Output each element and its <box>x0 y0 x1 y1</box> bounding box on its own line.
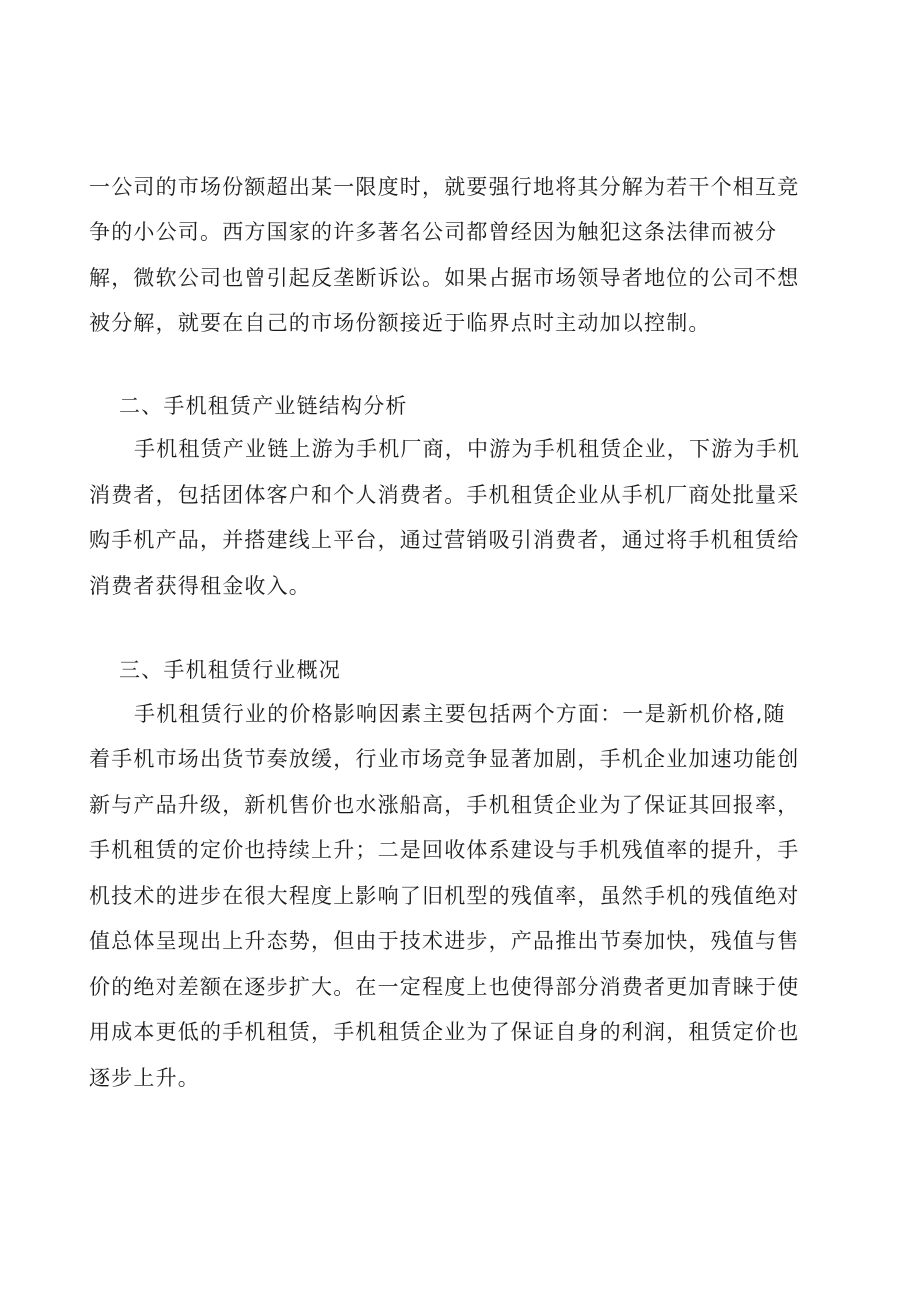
paragraph-3-line-4: 手机租赁的定价也持续上升；二是回收体系建设与手机残值率的提升，手 <box>89 838 800 862</box>
section-heading-2: 二、手机租赁产业链结构分析 <box>119 394 408 418</box>
paragraph-3-line-8: 用成本更低的手机租赁，手机租赁企业为了保证自身的利润，租赁定价也 <box>89 1020 800 1044</box>
section-heading-3: 三、手机租赁行业概况 <box>119 658 341 682</box>
paragraph-3-line-2: 着手机市场出货节奏放缓，行业市场竞争显著加剧，手机企业加速功能创 <box>89 747 800 771</box>
paragraph-1-line-1: 一公司的市场份额超出某一限度时，就要强行地将其分解为若干个相互竞 <box>89 175 800 199</box>
paragraph-2-line-2: 消费者，包括团体客户和个人消费者。手机租赁企业从手机厂商处批量采 <box>89 483 800 507</box>
paragraph-1-line-2: 争的小公司。西方国家的许多著名公司都曾经因为触犯这条法律而被分 <box>89 220 778 244</box>
paragraph-3-line-1: 手机租赁行业的价格影响因素主要包括两个方面：一是新机价格,随 <box>134 702 786 726</box>
paragraph-1-line-3: 解，微软公司也曾引起反垄断诉讼。如果占据市场领导者地位的公司不想 <box>89 266 800 290</box>
paragraph-3-line-9: 逐步上升。 <box>89 1066 200 1090</box>
paragraph-3-line-5: 机技术的进步在很大程度上影响了旧机型的残值率，虽然手机的残值绝对 <box>89 884 800 908</box>
paragraph-3-line-3: 新与产品升级，新机售价也水涨船高，手机租赁企业为了保证其回报率， <box>89 793 800 817</box>
paragraph-2-line-3: 购手机产品，并搭建线上平台，通过营销吸引消费者，通过将手机租赁给 <box>89 528 800 552</box>
paragraph-3-line-7: 价的绝对差额在逐步扩大。在一定程度上也使得部分消费者更加青睐于使 <box>89 975 800 999</box>
paragraph-2-line-4: 消费者获得租金收入。 <box>89 574 311 598</box>
paragraph-2-line-1: 手机租赁产业链上游为手机厂商，中游为手机租赁企业，下游为手机 <box>134 437 800 461</box>
paragraph-1-line-4: 被分解，就要在自己的市场份额接近于临界点时主动加以控制。 <box>89 311 711 335</box>
paragraph-3-line-6: 值总体呈现出上升态势，但由于技术进步，产品推出节奏加快，残值与售 <box>89 929 800 953</box>
